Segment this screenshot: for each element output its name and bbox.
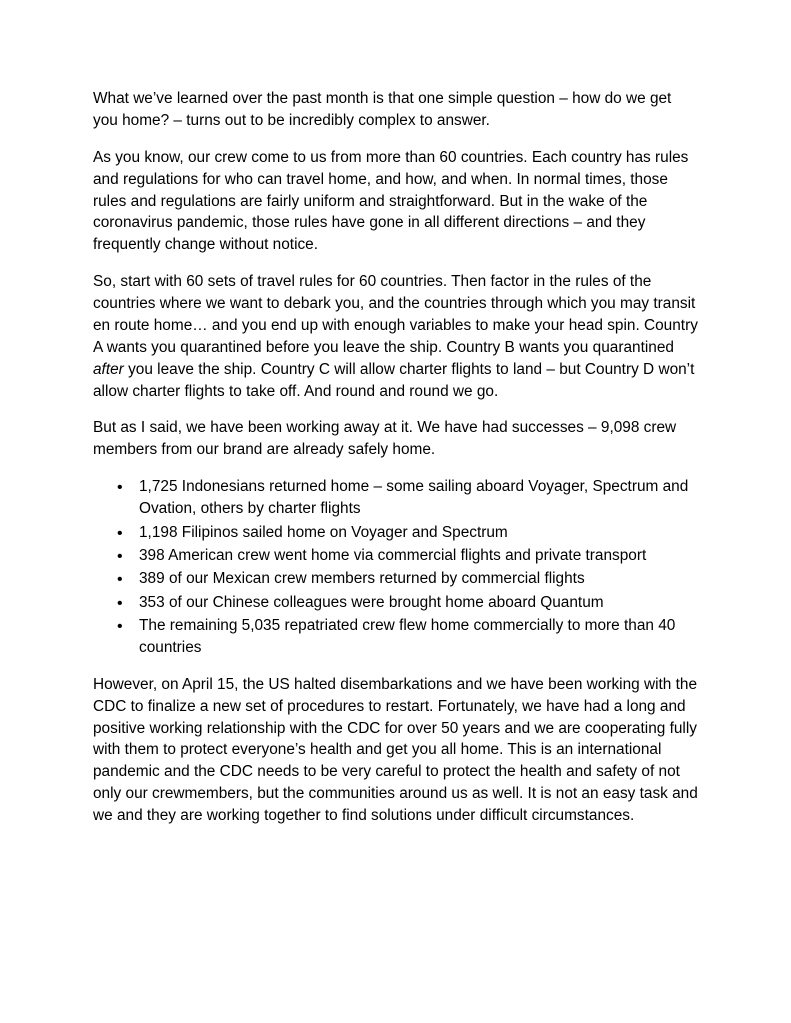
paragraph-2: As you know, our crew come to us from more than 60 countries. Each country has rules and regulations for who can travel home, and how, and when. In normal times, those rules and regulations are fairly uniform and straightforward. But in the wake of the coronavirus pandemic, those rules have gone in all different directions – and they frequently change without notice.	[93, 148, 689, 254]
paragraph-3-part-1: So, start with 60 sets of travel rules for 60 countries. Then factor in the rules of the countries where we want to debark you, and the countries through which you may transit en route home… and you end up with enough variables to make your head spin. Country A wants you quarantined before you leave the ship. Country B wants you quarantined	[93, 273, 698, 356]
paragraph-1: What we’ve learned over the past month is that one simple question – how do we get you home? – turns out to be incredibly complex to answer.	[93, 90, 672, 129]
list-item: • 353 of our Chinese colleagues were brought home aboard Quantum	[139, 592, 698, 614]
paragraph-4: But as I said, we have been working away at it. We have had successes – 9,098 crew members from our brand are already safely home.	[93, 419, 677, 459]
document-body	[93, 88, 698, 827]
bullet-list	[93, 476, 698, 660]
paragraph-5: However, on April 15, the US halted disembarkations and we have been working with the CDC to finalize a new set of procedures to restart. Fortunately, we have had a long and positive working relationship with the CDC for over 50 years and we are cooperating fully with them to protect everyone’s health and get you all home. This is an international pandemic and the CDC needs to be very careful to protect the health and safety of not only our crewmembers, but the communities around us as well. It is not an easy task and we and they are working together to find solutions under difficult circumstances.	[93, 675, 698, 824]
list-item: • 1,198 Filipinos sailed home on Voyager and Spectrum	[139, 522, 698, 544]
list-item: • 398 American crew went home via commercial flights and private transport	[139, 545, 698, 567]
list-item: • The remaining 5,035 repatriated crew flew home commercially to more than 40 countries	[139, 615, 698, 660]
paragraph-3-part-2: you leave the ship. Country C will allow charter flights to land – but Country D won’t allow charter flights to take off. And round and round we go.	[93, 360, 695, 400]
list-item: • 1,725 Indonesians returned home – some sailing aboard Voyager, Spectrum and Ovation, others by charter flights	[139, 476, 698, 521]
paragraph-3	[93, 271, 698, 402]
list-item: • 389 of our Mexican crew members returned by commercial flights	[139, 568, 698, 590]
paragraph-3-emphasis: after	[93, 360, 124, 378]
